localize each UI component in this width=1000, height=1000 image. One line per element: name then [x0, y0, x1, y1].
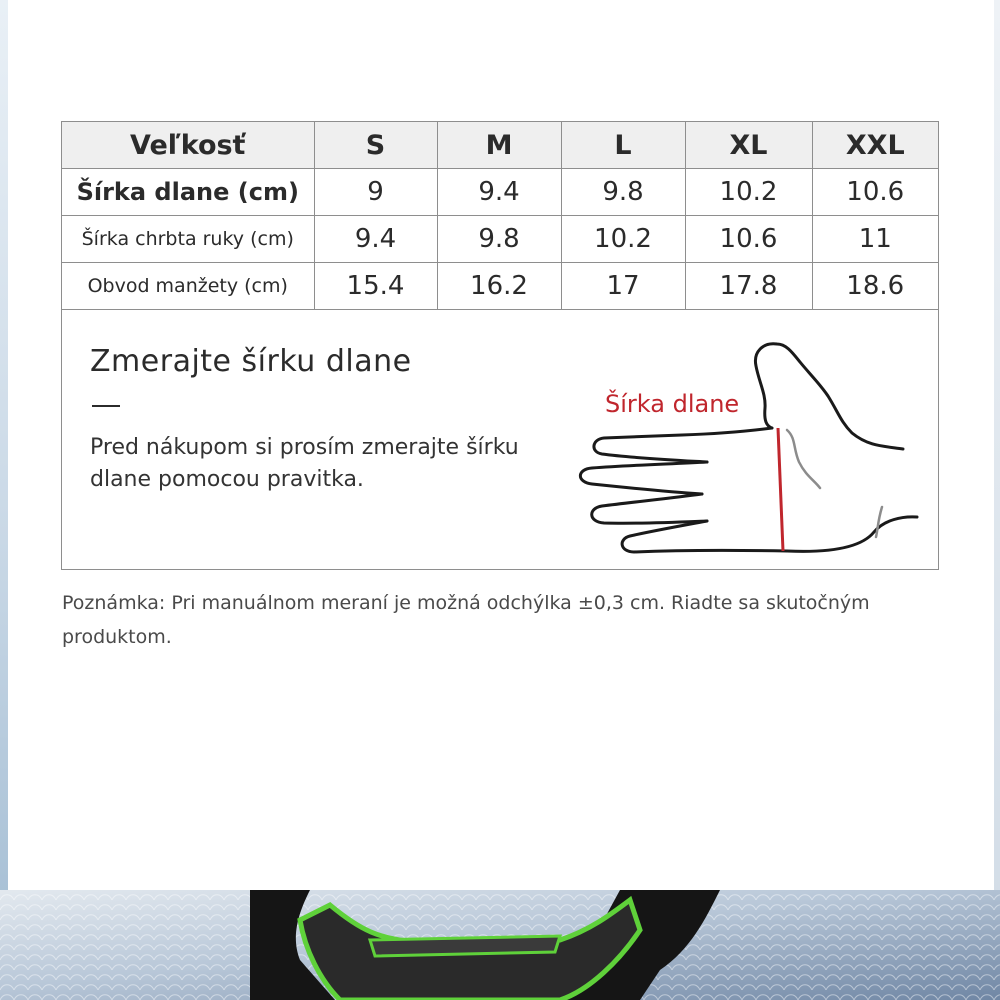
- header-size-label: Veľkosť: [62, 122, 314, 169]
- table-cell: 10.6: [685, 216, 812, 263]
- measurement-note: Poznámka: Pri manuálnom meraní je možná odchýlka ±0,3 cm. Riadte sa skutočným produktom.: [62, 592, 870, 648]
- table-cell: 9: [314, 169, 437, 216]
- table-cell: 10.6: [812, 169, 938, 216]
- table-cell: 9.8: [561, 169, 685, 216]
- table-cell: 16.2: [437, 263, 561, 310]
- table-cell: 17.8: [685, 263, 812, 310]
- table-cell: 10.2: [561, 216, 685, 263]
- palm-crease-icon: [787, 430, 820, 488]
- header-size-s: S: [314, 122, 437, 169]
- table-row: [62, 263, 938, 310]
- table-cell: 9.8: [437, 216, 561, 263]
- table-cell: 18.6: [812, 263, 938, 310]
- table-row: [62, 169, 938, 216]
- table-header-row: [62, 122, 938, 169]
- table-cell: 10.2: [685, 169, 812, 216]
- hand-diagram: [562, 322, 922, 562]
- size-chart-card: [61, 121, 939, 570]
- header-size-xxl: XXL: [812, 122, 938, 169]
- row-label: Šírka dlane (cm): [62, 169, 314, 216]
- size-table: [62, 122, 938, 310]
- palm-width-label: Šírka dlane: [605, 390, 740, 418]
- table-cell: 11: [812, 216, 938, 263]
- table-cell: 9.4: [437, 169, 561, 216]
- header-size-m: M: [437, 122, 561, 169]
- table-cell: 15.4: [314, 263, 437, 310]
- row-label: Šírka chrbta ruky (cm): [62, 216, 314, 263]
- product-photo-strip: [0, 890, 1000, 1000]
- table-cell: 9.4: [314, 216, 437, 263]
- measure-description: Pred nákupom si prosím zmerajte šírku dlane pomocou pravitka.: [90, 435, 519, 492]
- hand-outline-icon: [580, 344, 917, 552]
- header-size-xl: XL: [685, 122, 812, 169]
- row-label: Obvod manžety (cm): [62, 263, 314, 310]
- right-edge-gradient: [994, 0, 1000, 900]
- palm-width-measure-line: [778, 428, 783, 551]
- header-size-l: L: [561, 122, 685, 169]
- left-edge-gradient: [0, 0, 8, 900]
- wrist-crease-icon: [876, 507, 882, 537]
- table-cell: 17: [561, 263, 685, 310]
- table-row: [62, 216, 938, 263]
- measure-title: Zmerajte šírku dlane: [90, 344, 412, 379]
- title-divider: [92, 405, 120, 407]
